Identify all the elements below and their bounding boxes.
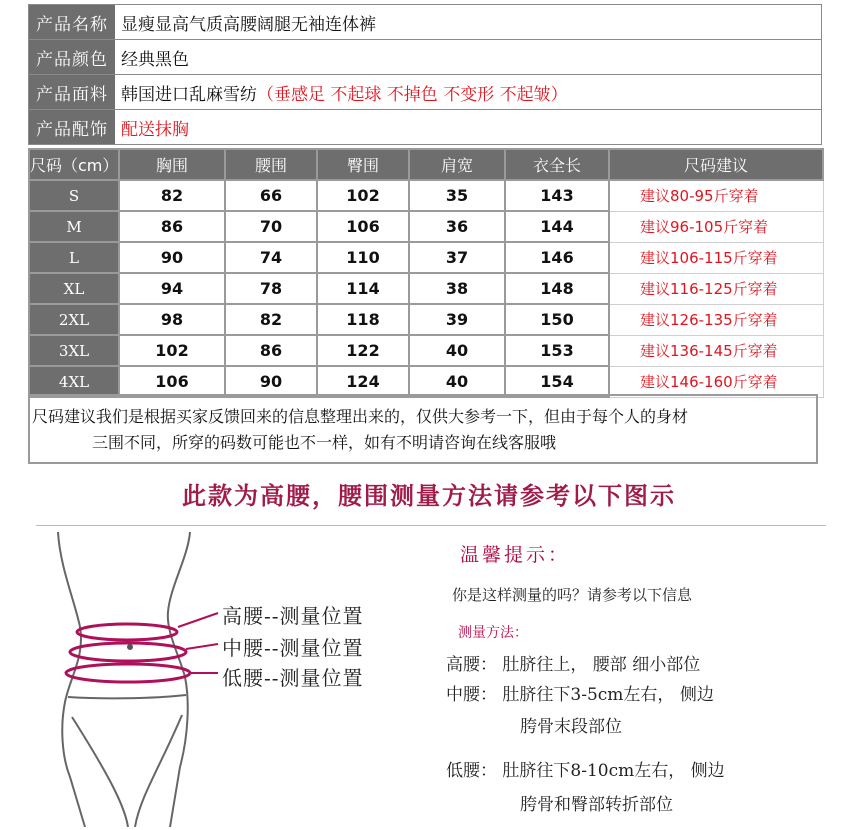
info-row-color xyxy=(28,39,822,74)
waist-cell: 70 xyxy=(225,211,317,242)
hip-cell: 106 xyxy=(317,211,409,242)
pointer-mid xyxy=(186,644,218,649)
waist-cell: 74 xyxy=(225,242,317,273)
bust-cell: 82 xyxy=(119,180,225,211)
size-cell: S xyxy=(29,180,119,211)
note-line: 三围不同，所穿的码数可能也不一样，如有不明请咨询在线客服哦 xyxy=(92,433,557,452)
bust-cell: 98 xyxy=(119,304,225,335)
table-row xyxy=(29,242,823,273)
hip-cell: 122 xyxy=(317,335,409,366)
length-cell: 150 xyxy=(505,304,609,335)
tip-mid-waist: 中腰： 肚脐往下3-5cm左右， 侧边 xyxy=(446,685,714,705)
waist-cell: 90 xyxy=(225,366,317,397)
navel-icon xyxy=(127,644,133,650)
size-cell: L xyxy=(29,242,119,273)
length-cell: 153 xyxy=(505,335,609,366)
advice-cell: 建议126-135斤穿着 xyxy=(609,304,823,335)
advice-cell: 建议116-125斤穿着 xyxy=(609,273,823,304)
info-label: 产品名称 xyxy=(29,5,115,39)
info-label: 产品颜色 xyxy=(29,40,115,74)
tips-title: 温馨提示： xyxy=(460,544,571,566)
waist-cell: 78 xyxy=(225,273,317,304)
advice-cell: 建议136-145斤穿着 xyxy=(609,335,823,366)
shoulder-cell: 36 xyxy=(409,211,505,242)
length-cell: 154 xyxy=(505,366,609,397)
header-cell: 尺码（cm） xyxy=(29,149,119,180)
tip-high-waist: 高腰： 肚脐往上， 腰部 细小部位 xyxy=(446,655,701,675)
length-cell: 143 xyxy=(505,180,609,211)
length-cell: 144 xyxy=(505,211,609,242)
high-waist-line xyxy=(77,624,177,640)
note-line: 尺码建议我们是根据买家反馈回来的信息整理出来的，仅供大参考一下，但由于每个人的身材 xyxy=(32,407,689,426)
low-waist-line xyxy=(66,664,190,682)
waist-cell: 66 xyxy=(225,180,317,211)
info-label: 产品面料 xyxy=(29,75,115,109)
hip-cell: 102 xyxy=(317,180,409,211)
header-cell: 尺码建议 xyxy=(609,149,823,180)
tip-low-waist: 低腰： 肚脐往下8-10cm左右， 侧边 xyxy=(446,761,725,781)
advice-cell: 建议96-105斤穿着 xyxy=(609,211,823,242)
info-value: 韩国进口乱麻雪纺 xyxy=(121,84,257,105)
size-note xyxy=(28,394,818,464)
shoulder-cell: 40 xyxy=(409,335,505,366)
info-row-fabric xyxy=(28,74,822,109)
shoulder-cell: 40 xyxy=(409,366,505,397)
table-row xyxy=(29,273,823,304)
hip-cell: 124 xyxy=(317,366,409,397)
label-low-waist: 低腰--测量位置 xyxy=(222,666,364,690)
size-cell: 2XL xyxy=(29,304,119,335)
tips-intro: 你是这样测量的吗？请参考以下信息 xyxy=(452,586,693,604)
bust-cell: 106 xyxy=(119,366,225,397)
waist-cell: 86 xyxy=(225,335,317,366)
hip-cell: 110 xyxy=(317,242,409,273)
info-label: 产品配饰 xyxy=(29,110,115,144)
divider xyxy=(36,525,826,526)
measure-headline: 此款为高腰，腰围测量方法请参考以下图示 xyxy=(182,481,676,510)
hip-cell: 114 xyxy=(317,273,409,304)
length-cell: 148 xyxy=(505,273,609,304)
info-value: 显瘦显高气质高腰阔腿无袖连体裤 xyxy=(115,5,821,39)
product-info xyxy=(28,4,822,145)
table-row xyxy=(29,180,823,211)
bust-cell: 86 xyxy=(119,211,225,242)
table-row xyxy=(29,366,823,397)
fabric-highlight: （垂感足 不起球 不掉色 不变形 不起皱） xyxy=(257,84,568,105)
length-cell: 146 xyxy=(505,242,609,273)
bust-cell: 90 xyxy=(119,242,225,273)
table-row xyxy=(29,335,823,366)
header-cell: 臀围 xyxy=(317,149,409,180)
advice-cell: 建议106-115斤穿着 xyxy=(609,242,823,273)
size-table xyxy=(28,148,824,398)
shoulder-cell: 38 xyxy=(409,273,505,304)
table-row xyxy=(29,304,823,335)
tip-low-waist-cont: 胯骨和臀部转折部位 xyxy=(520,795,673,815)
info-value: 经典黑色 xyxy=(115,40,821,74)
size-cell: M xyxy=(29,211,119,242)
advice-cell: 建议146-160斤穿着 xyxy=(609,366,823,397)
info-value-wrap xyxy=(115,75,821,109)
size-cell: 3XL xyxy=(29,335,119,366)
bust-cell: 102 xyxy=(119,335,225,366)
advice-cell: 建议80-95斤穿着 xyxy=(609,180,823,211)
shoulder-cell: 39 xyxy=(409,304,505,335)
info-row-accessory xyxy=(28,109,822,145)
tip-mid-waist-cont: 胯骨末段部位 xyxy=(520,717,622,737)
size-cell: 4XL xyxy=(29,366,119,397)
shoulder-cell: 35 xyxy=(409,180,505,211)
label-high-waist: 高腰--测量位置 xyxy=(222,604,364,628)
header-cell: 肩宽 xyxy=(409,149,505,180)
waist-cell: 82 xyxy=(225,304,317,335)
hip-cell: 118 xyxy=(317,304,409,335)
bust-cell: 94 xyxy=(119,273,225,304)
tips-method: 测量方法： xyxy=(458,625,528,641)
size-table-header xyxy=(29,149,823,180)
info-row-name xyxy=(28,4,822,39)
info-value: 配送抹胸 xyxy=(115,110,821,144)
header-cell: 衣全长 xyxy=(505,149,609,180)
table-row xyxy=(29,211,823,242)
size-cell: XL xyxy=(29,273,119,304)
label-mid-waist: 中腰--测量位置 xyxy=(222,636,364,660)
shoulder-cell: 37 xyxy=(409,242,505,273)
pointer-high xyxy=(178,613,218,627)
header-cell: 胸围 xyxy=(119,149,225,180)
header-cell: 腰围 xyxy=(225,149,317,180)
